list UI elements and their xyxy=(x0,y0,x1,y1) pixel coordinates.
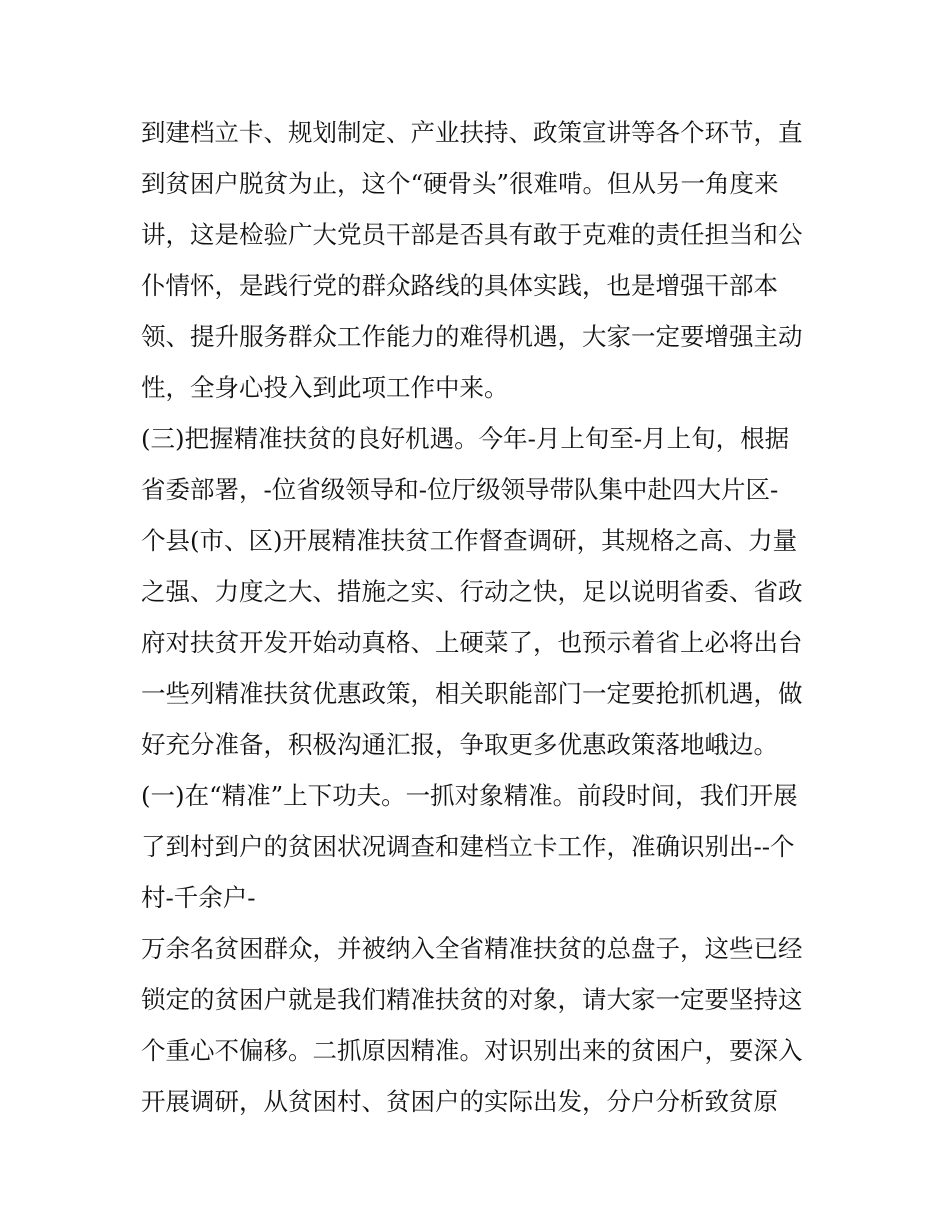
text-line-19: 个重心不偏移。二抓原因精准。对识别出来的贫困户，要深入 xyxy=(141,1036,803,1065)
text-line-13: 好充分准备，积极沟通汇报，争取更多优惠政策落地峨边。 xyxy=(141,730,778,759)
text-line-6: 性，全身心投入到此项工作中来。 xyxy=(141,373,509,402)
text-line-20: 开展调研，从贫困村、贫困户的实际出发，分户分析致贫原 xyxy=(141,1087,778,1116)
text-line-15: 了到村到户的贫困状况调查和建档立卡工作，准确识别出--个 xyxy=(141,832,795,861)
text-line-2: 到贫困户脱贫为止，这个“硬骨头”很难啃。但从另一角度来 xyxy=(141,169,779,198)
text-line-10: 之强、力度之大、措施之实、行动之快，足以说明省委、省政 xyxy=(141,577,803,606)
text-line-17: 万余名贫困群众，并被纳入全省精准扶贫的总盘子，这些已经 xyxy=(141,934,803,963)
text-line-4: 仆情怀，是践行党的群众路线的具体实践，也是增强干部本 xyxy=(141,271,778,300)
text-line-8: 省委部署，-位省级领导和-位厅级领导带队集中赴四大片区- xyxy=(141,475,779,504)
text-line-14: (一)在“精准”上下功夫。一抓对象精准。前段时间，我们开展 xyxy=(141,781,798,810)
text-line-1: 到建档立卡、规划制定、产业扶持、政策宣讲等各个环节，直 xyxy=(141,118,803,147)
text-line-16: 村-千余户- xyxy=(141,883,256,912)
text-line-3: 讲，这是检验广大党员干部是否具有敢于克难的责任担当和公 xyxy=(141,220,803,249)
text-line-9: 个县(市、区)开展精准扶贫工作督查调研，其规格之高、力量 xyxy=(141,526,798,555)
text-line-11: 府对扶贫开发开始动真格、上硬菜了，也预示着省上必将出台 xyxy=(141,628,803,657)
text-line-7: (三)把握精准扶贫的良好机遇。今年-月上旬至-月上旬，根据 xyxy=(141,424,790,453)
body-text xyxy=(141,107,821,1127)
text-line-12: 一些列精准扶贫优惠政策，相关职能部门一定要抢抓机遇，做 xyxy=(141,679,803,708)
text-line-18: 锁定的贫困户就是我们精准扶贫的对象，请大家一定要坚持这 xyxy=(141,985,803,1014)
text-line-5: 领、提升服务群众工作能力的难得机遇，大家一定要增强主动 xyxy=(141,322,803,351)
